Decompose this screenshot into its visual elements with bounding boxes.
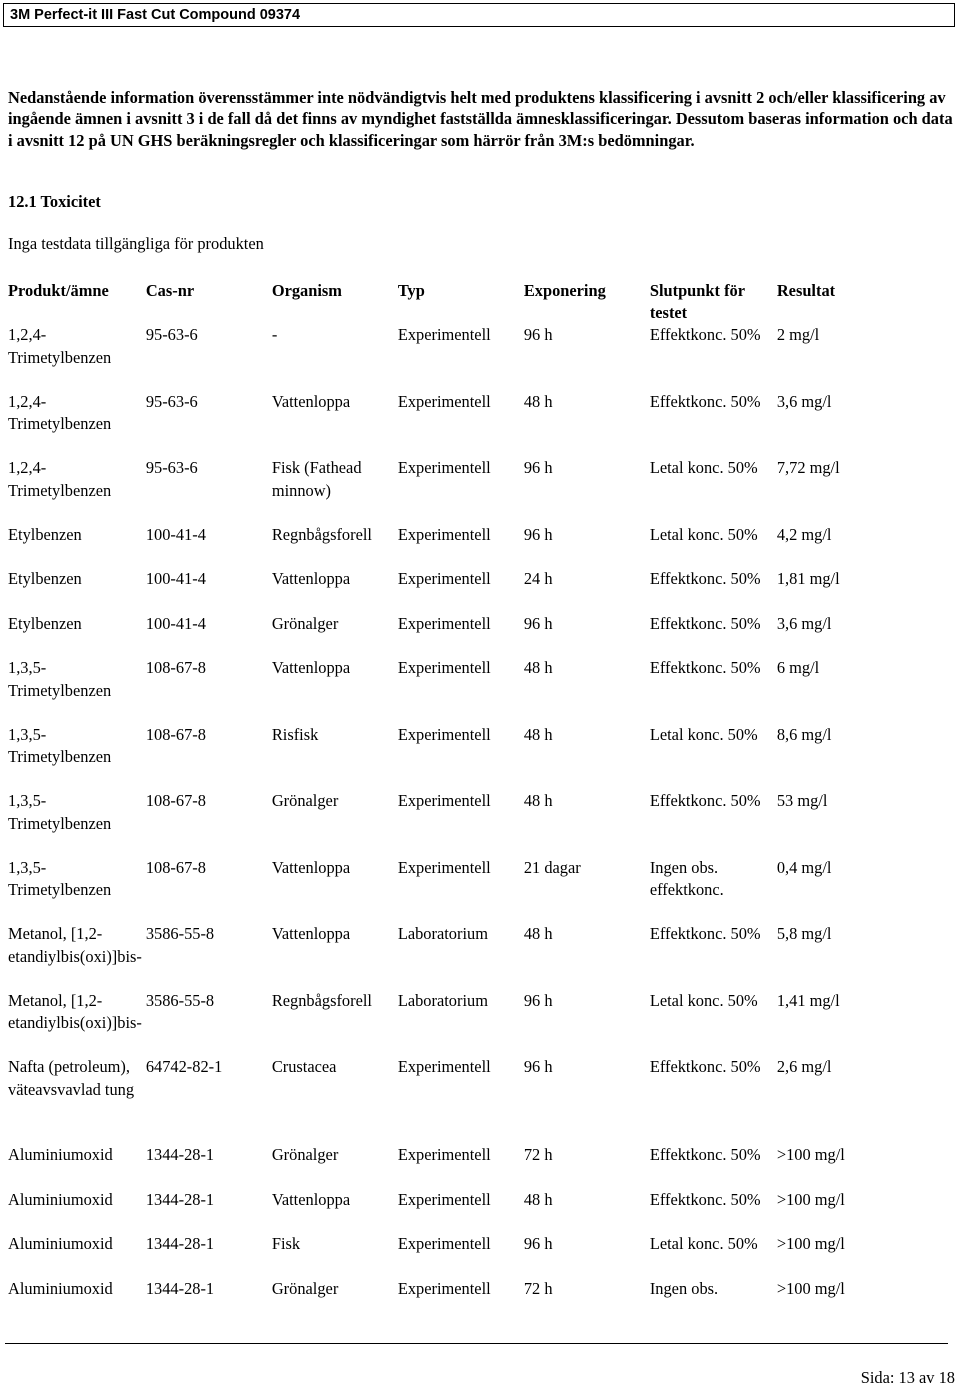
cell-cas-number: 108-67-8 <box>145 658 206 678</box>
cell-result: 1,41 mg/l <box>776 990 840 1010</box>
cell-endpoint: Letal konc. 50% <box>649 990 758 1010</box>
cell-type: Experimentell <box>397 524 491 544</box>
cell-type: Experimentell <box>397 658 491 678</box>
cell-cas-number: 1344-28-1 <box>145 1145 215 1165</box>
cell-organism: Vattenloppa <box>271 1189 351 1209</box>
cell-type: Experimentell <box>397 791 491 811</box>
table-row <box>4 1056 873 1144</box>
cell-type: Experimentell <box>397 1234 491 1254</box>
cell-result: 3,6 mg/l <box>776 613 832 633</box>
cell-organism: Grönalger <box>271 1145 339 1165</box>
cell-substance: 1,3,5-Trimetylbenzen <box>8 791 112 833</box>
cell-cas-number: 108-67-8 <box>145 724 206 744</box>
cell-organism: Vattenloppa <box>271 391 351 411</box>
cell-endpoint: Effektkonc. 50% <box>649 1145 761 1165</box>
cell-organism: Grönalger <box>271 1278 339 1298</box>
cell-substance: Etylbenzen <box>8 613 82 633</box>
cell-exposure: 48 h <box>523 791 553 811</box>
cell-cas-number: 100-41-4 <box>145 524 206 544</box>
column-header: Slutpunkt för testet <box>649 281 745 323</box>
column-header: Cas-nr <box>145 281 195 300</box>
cell-type: Experimentell <box>397 613 491 633</box>
cell-endpoint: Ingen obs. <box>649 1278 719 1298</box>
cell-organism: - <box>271 325 278 345</box>
cell-type: Experimentell <box>397 569 491 589</box>
cell-exposure: 48 h <box>523 391 553 411</box>
cell-organism: Risfisk <box>271 724 319 744</box>
cell-endpoint: Ingen obs. effektkonc. <box>649 857 724 900</box>
cell-result: >100 mg/l <box>776 1189 845 1209</box>
table-row <box>4 1233 873 1278</box>
cell-exposure: 96 h <box>523 990 553 1010</box>
cell-endpoint: Letal konc. 50% <box>649 524 758 544</box>
cell-substance: Aluminiumoxid <box>8 1278 113 1298</box>
cell-exposure: 24 h <box>523 569 553 589</box>
cell-exposure: 96 h <box>523 1057 553 1077</box>
cell-result: 6 mg/l <box>776 658 820 678</box>
cell-exposure: 96 h <box>523 325 553 345</box>
cell-type: Experimentell <box>397 1057 491 1077</box>
cell-cas-number: 1344-28-1 <box>145 1234 215 1254</box>
table-row <box>4 324 873 391</box>
cell-cas-number: 108-67-8 <box>145 857 206 877</box>
table-row <box>4 391 873 458</box>
cell-organism: Vattenloppa <box>271 924 351 944</box>
cell-organism: Fisk (Fathead minnow) <box>271 458 362 500</box>
intro-paragraph: Nedanstående information överensstämmer inte nödvändigtvis helt med produktens klassificering i avsnitt 2 och/eller klassificering av ingående ämnen i avsnitt 3 i de fall då det finns av myndighet fastställda ämnesklassificeringar. Dessutom baseras information och data i avsnitt 12 på UN GHS beräkningsregler och klassificeringar som härrör från 3M:s bedömningar. <box>8 88 953 150</box>
cell-endpoint: Letal konc. 50% <box>649 458 758 478</box>
column-header: Produkt/ämne <box>8 281 109 300</box>
cell-substance: 1,3,5-Trimetylbenzen <box>8 857 112 900</box>
cell-exposure: 96 h <box>523 1234 553 1254</box>
table-row <box>4 1144 873 1189</box>
cell-type: Experimentell <box>397 1278 491 1298</box>
cell-exposure: 48 h <box>523 1189 553 1209</box>
column-header: Organism <box>271 281 342 300</box>
table-row <box>4 524 873 569</box>
cell-cas-number: 100-41-4 <box>145 613 206 633</box>
column-header: Resultat <box>776 281 836 300</box>
cell-exposure: 48 h <box>523 658 553 678</box>
cell-endpoint: Effektkonc. 50% <box>649 613 761 633</box>
cell-substance: Aluminiumoxid <box>8 1234 113 1254</box>
cell-exposure: 21 dagar <box>523 857 581 877</box>
cell-endpoint: Effektkonc. 50% <box>649 658 761 678</box>
cell-result: 4,2 mg/l <box>776 524 832 544</box>
cell-cas-number: 1344-28-1 <box>145 1189 215 1209</box>
cell-endpoint: Effektkonc. 50% <box>649 924 761 944</box>
cell-type: Experimentell <box>397 857 491 877</box>
cell-organism: Vattenloppa <box>271 658 351 678</box>
table-row <box>4 724 873 791</box>
cell-result: >100 mg/l <box>776 1278 845 1298</box>
cell-substance: 1,3,5-Trimetylbenzen <box>8 724 112 767</box>
cell-exposure: 72 h <box>523 1145 553 1165</box>
cell-type: Laboratorium <box>397 924 488 944</box>
cell-organism: Vattenloppa <box>271 857 351 877</box>
table-row <box>4 657 873 724</box>
cell-type: Experimentell <box>397 458 491 478</box>
cell-substance: Aluminiumoxid <box>8 1145 113 1165</box>
cell-endpoint: Effektkonc. 50% <box>649 391 761 411</box>
table-row <box>4 990 873 1057</box>
column-header: Typ <box>397 281 425 300</box>
page-number: Sida: 13 av 18 <box>860 1368 955 1387</box>
no-data-note: Inga testdata tillgängliga för produkten <box>8 234 264 253</box>
column-header: Exponering <box>523 281 606 300</box>
table-row <box>4 568 873 613</box>
table-row <box>4 923 873 990</box>
cell-substance: 1,2,4-Trimetylbenzen <box>8 325 112 367</box>
cell-cas-number: 100-41-4 <box>145 569 206 589</box>
cell-exposure: 48 h <box>523 724 553 744</box>
cell-exposure: 72 h <box>523 1278 553 1298</box>
cell-cas-number: 108-67-8 <box>145 791 206 811</box>
cell-type: Experimentell <box>397 1145 491 1165</box>
cell-substance: 1,3,5-Trimetylbenzen <box>8 658 112 700</box>
cell-type: Experimentell <box>397 391 491 411</box>
cell-type: Experimentell <box>397 325 491 345</box>
cell-substance: 1,2,4-Trimetylbenzen <box>8 391 112 434</box>
cell-result: >100 mg/l <box>776 1145 845 1165</box>
cell-result: 3,6 mg/l <box>776 391 832 411</box>
cell-result: 0,4 mg/l <box>776 857 832 877</box>
cell-substance: Nafta (petroleum), väteavsvavlad tung <box>8 1057 135 1099</box>
cell-cas-number: 95-63-6 <box>145 391 198 411</box>
table-row <box>4 457 873 524</box>
cell-exposure: 96 h <box>523 524 553 544</box>
table-row <box>4 1278 873 1300</box>
table-row <box>4 857 873 924</box>
cell-cas-number: 3586-55-8 <box>145 924 215 944</box>
cell-endpoint: Effektkonc. 50% <box>649 325 761 345</box>
cell-exposure: 96 h <box>523 458 553 478</box>
footer-divider <box>5 1343 948 1344</box>
cell-exposure: 48 h <box>523 924 553 944</box>
document-header <box>3 3 955 27</box>
cell-substance: Aluminiumoxid <box>8 1189 113 1209</box>
cell-substance: Etylbenzen <box>8 524 82 544</box>
cell-organism: Fisk <box>271 1234 301 1254</box>
cell-cas-number: 95-63-6 <box>145 458 198 478</box>
product-title: 3M Perfect-it III Fast Cut Compound 09374 <box>10 7 301 23</box>
table-row <box>4 1189 873 1234</box>
cell-type: Experimentell <box>397 724 491 744</box>
table-body <box>4 324 873 1300</box>
cell-type: Experimentell <box>397 1189 491 1209</box>
table-row <box>4 790 873 857</box>
cell-result: 2,6 mg/l <box>776 1057 832 1077</box>
table-header-row <box>4 280 873 324</box>
cell-endpoint: Effektkonc. 50% <box>649 1189 761 1209</box>
section-heading: 12.1 Toxicitet <box>8 192 101 211</box>
table-row <box>4 613 873 658</box>
cell-endpoint: Effektkonc. 50% <box>649 569 761 589</box>
cell-endpoint: Effektkonc. 50% <box>649 791 761 811</box>
cell-result: 2 mg/l <box>776 325 820 345</box>
cell-result: 7,72 mg/l <box>776 458 840 478</box>
cell-exposure: 96 h <box>523 613 553 633</box>
cell-substance: 1,2,4-Trimetylbenzen <box>8 458 112 500</box>
cell-endpoint: Effektkonc. 50% <box>649 1057 761 1077</box>
cell-result: 5,8 mg/l <box>776 924 832 944</box>
cell-cas-number: 1344-28-1 <box>145 1278 215 1298</box>
cell-organism: Crustacea <box>271 1057 337 1077</box>
cell-result: 1,81 mg/l <box>776 569 840 589</box>
toxicity-table <box>4 280 873 1300</box>
cell-organism: Vattenloppa <box>271 569 351 589</box>
cell-organism: Regnbågsforell <box>271 524 372 544</box>
cell-result: 53 mg/l <box>776 791 828 811</box>
cell-organism: Grönalger <box>271 791 339 811</box>
cell-substance: Metanol, [1,2-etandiylbis(oxi)]bis- <box>8 990 142 1033</box>
cell-organism: Grönalger <box>271 613 339 633</box>
cell-endpoint: Letal konc. 50% <box>649 724 758 744</box>
cell-endpoint: Letal konc. 50% <box>649 1234 758 1254</box>
cell-organism: Regnbågsforell <box>271 990 372 1010</box>
cell-result: >100 mg/l <box>776 1234 845 1254</box>
cell-substance: Metanol, [1,2-etandiylbis(oxi)]bis- <box>8 924 142 966</box>
cell-substance: Etylbenzen <box>8 569 82 589</box>
cell-cas-number: 3586-55-8 <box>145 990 215 1010</box>
cell-result: 8,6 mg/l <box>776 724 832 744</box>
cell-cas-number: 64742-82-1 <box>145 1057 223 1077</box>
cell-cas-number: 95-63-6 <box>145 325 198 345</box>
cell-type: Laboratorium <box>397 990 488 1010</box>
